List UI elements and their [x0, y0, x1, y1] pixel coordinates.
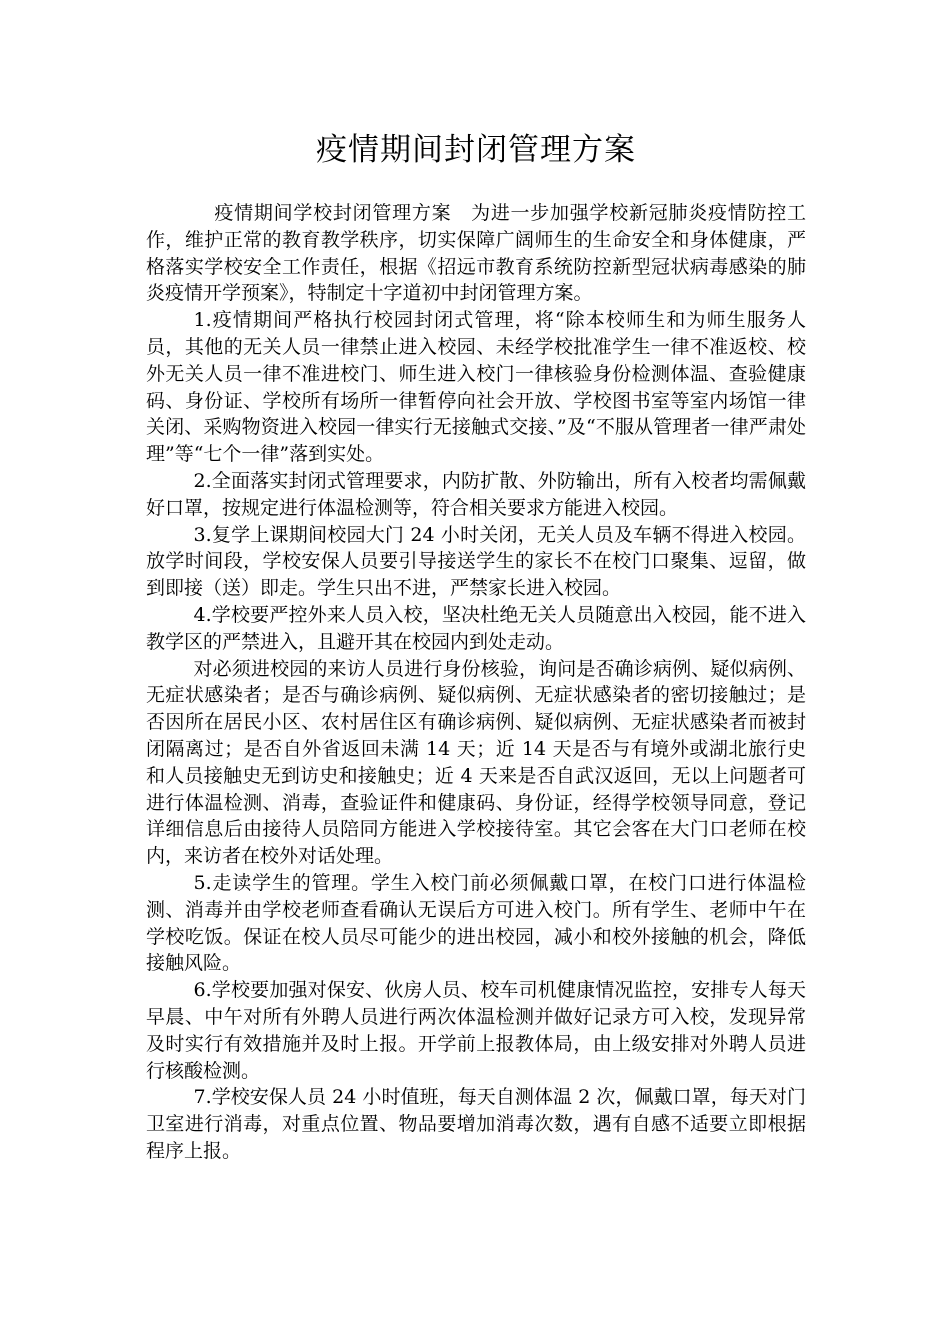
document-title: 疫情期间封闭管理方案: [316, 132, 636, 168]
paragraph-item-3: 3.复学上课期间校园大门 24 小时关闭，无关人员及车辆不得进入校园。放学时间段，学校安保人员要引导接送学生的家长不在校门口聚集、逗留，做到即接（送）即走。学生只出不进，严禁家长进入校园。: [146, 523, 806, 600]
paragraph-item-5: 5.走读学生的管理。学生入校门前必须佩戴口罩，在校门口进行体温检测、消毒并由学校老师查看确认无误后方可进入校门。所有学生、老师中午在学校吃饭。保证在校人员尽可能少的进出校园，减小和校外接触的机会，降低接触风险。: [146, 871, 806, 975]
document-page: [146, 130, 806, 1165]
paragraph-item-4: 4.学校要严控外来人员入校，坚决杜绝无关人员随意出入校园，能不进入教学区的严禁进入，且避开其在校园内到处走动。: [146, 603, 806, 653]
paragraph-item-6: 6.学校要加强对保安、伙房人员、校车司机健康情况监控，安排专人每天早晨、中午对所有外聘人员进行两次体温检测并做好记录方可入校，发现异常及时实行有效措施并及时上报。开学前上报教体局，由上级安排对外聘人员进行核酸检测。: [146, 979, 806, 1082]
paragraph-item-1: 1.疫情期间严格执行校园封闭式管理，将“除本校师生和为师生服务人员，其他的无关人员一律禁止进入校园、未经学校批准学生一律不准返校、校外无关人员一律不准进校门、师生进入校门一律核验身份检测体温、查验健康码、身份证、学校所有场所一律暂停向社会开放、学校图书室等室内场馆一律关闭、采购物资进入校园一律实行无接触式交接、”及“不服从管理者一律严肃处理”等“七个一律”落到实处。: [146, 309, 806, 466]
paragraph-visitor-check: 对必须进校园的来访人员进行身份核验，询问是否确诊病例、疑似病例、无症状感染者；是否与确诊病例、疑似病例、无症状感染者的密切接触过；是否因所在居民小区、农村居住区有确诊病例、疑似病例、无症状感染者而被封闭隔离过；是否自外省返回未满 14 天；近 14 天是否与有境外或湖北旅行史和人员接触史无到访史和接触史；近 4 天来是否自武汉返回，无以上问题者可进行体温检测、消毒，查验证件和健康码、身份证，经得学校领导同意，登记详细信息后由接待人员陪同方能进入学校接待室。其它会客在大门口老师在校内，来访者在校外对话处理。: [146, 657, 806, 868]
paragraph-item-2: 2.全面落实封闭式管理要求，内防扩散、外防输出，所有入校者均需佩戴好口罩，按规定进行体温检测等，符合相关要求方能进入校园。: [146, 469, 806, 519]
paragraph-intro: 疫情期间学校封闭管理方案 为进一步加强学校新冠肺炎疫情防控工作，维护正常的教育教学秩序，切实保障广阔师生的生命安全和身体健康，严格落实学校安全工作责任，根据《招远市教育系统防控新型冠状病毒感染的肺炎疫情开学预案》，特制定十字道初中封闭管理方案。: [146, 202, 806, 305]
document-body: [146, 200, 806, 1165]
paragraph-item-7: 7.学校安保人员 24 小时值班，每天自测体温 2 次，佩戴口罩，每天对门卫室进行消毒，对重点位置、物品要增加消毒次数，遇有自感不适要立即根据程序上报。: [146, 1086, 806, 1162]
